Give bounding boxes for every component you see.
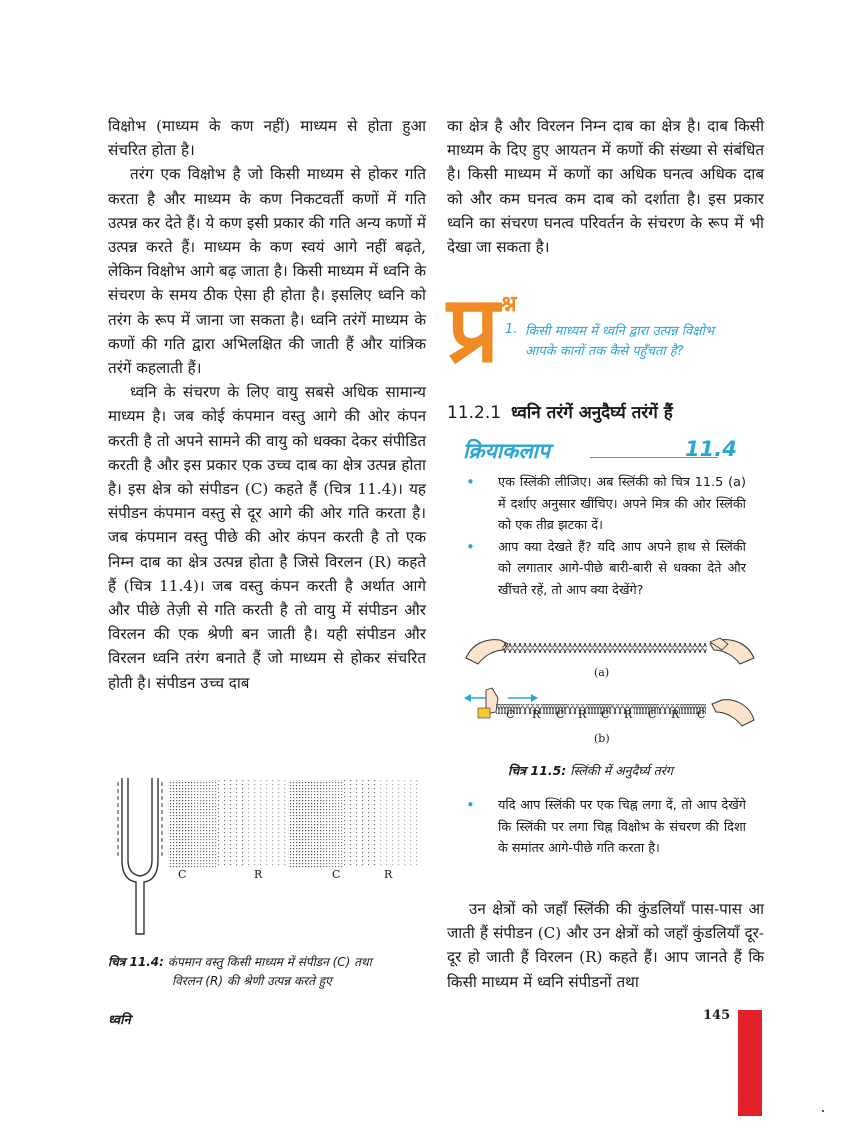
fig4-caption-line-2: विरलन (R) की श्रेणी उत्पन्न करते हुए xyxy=(172,974,332,988)
page-number: 145 xyxy=(703,1008,731,1023)
fig5-cr-1: C xyxy=(506,708,515,721)
fig5-label-a: (a) xyxy=(594,666,610,679)
fig5-cr-4: R xyxy=(578,708,587,721)
section-title: ध्वनि तरंगें अनुदैर्घ्य तरंगें हैं xyxy=(511,403,673,423)
fig4-label-c2: C xyxy=(332,868,341,881)
left-column xyxy=(108,114,426,695)
section-number: 11.2.1 xyxy=(447,403,502,423)
question-glyph: प्र xyxy=(447,276,500,383)
fig5-caption-label: चित्र 11.5: xyxy=(508,763,567,778)
question-line-2: आपके कानों तक कैसे पहुँचता है? xyxy=(525,344,684,359)
fig5-cr-5: C xyxy=(601,708,610,721)
page-edge-tab xyxy=(738,1010,762,1116)
fig4-label-r2: R xyxy=(384,868,393,881)
question-box xyxy=(447,276,767,396)
fig5-label-b: (b) xyxy=(594,732,610,745)
figure-11-5-caption xyxy=(508,762,673,779)
left-paragraph-2: तरंग एक विक्षोभ है जो किसी माध्यम से होकर गति करता है और माध्यम के कण निकटवर्ती कणों में गति उत्पन्न कर देते हैं। ये कण इसी प्रकार की गति अन्य कणों में उत्पन्न करते हैं। माध्यम के कण स्वयं आगे नहीं बढ़ते, लेकिन विक्षोभ आगे बढ़ जाता है। किसी माध्यम में ध्वनि के संचरण के समय ठीक ऐसा ही होता है। इसलिए ध्वनि को तरंग के रूप में जाना जा सकता है। ध्वनि तरंगें माध्यम के कणों की गति द्वारा अभिलक्षित की जाती हैं और यांत्रिक तरंगें कहलाती हैं। xyxy=(108,165,426,378)
right-column-bottom xyxy=(447,897,764,994)
activity-bullet-2: • आप क्या देखते हैं? यदि आप अपने हाथ से स्लिंकी को लगातार आगे-पीछे बारी-बारी से धक्का देते और खींचते रहें, तो आप क्या देखेंगे? xyxy=(466,537,746,602)
fig5-cr-6: R xyxy=(624,708,633,721)
activity-bullets-top xyxy=(466,472,746,601)
activity-title: क्रियाकलाप xyxy=(463,439,550,463)
figure-11-4-caption xyxy=(108,953,426,991)
activity-bullet-3: • यदि आप स्लिंकी पर एक चिह्न लगा दें, तो आप देखेंगे कि स्लिंकी पर लगा चिह्न विक्षोभ के संचरण की दिशा के समांतर आगे-पीछे गति करता है। xyxy=(466,795,746,860)
question-number: 1. xyxy=(505,322,518,337)
fig5-cr-3: C xyxy=(556,708,565,721)
slinky-illustration xyxy=(460,628,760,750)
fig5-cr-2: R xyxy=(532,708,541,721)
fig4-caption-line-1: कंपमान वस्तु किसी माध्यम में संपीडन (C) तथा xyxy=(167,955,372,969)
fig5-cr-8: R xyxy=(671,708,680,721)
figure-11-5 xyxy=(460,628,760,750)
tuning-fork xyxy=(118,778,162,934)
left-paragraph-1: विक्षोभ (माध्यम के कण नहीं) माध्यम से होता हुआ संचरित होता है। xyxy=(108,117,426,160)
footer-chapter-title: ध्वनि xyxy=(108,1013,131,1028)
fig4-label-r1: R xyxy=(254,868,263,881)
right-paragraph-2: उन क्षेत्रों को जहाँ स्लिंकी की कुंडलियाँ पास-पास आ जाती हैं संपीडन (C) और उन क्षेत्रों को जहाँ कुंडलियाँ दूर-दूर हो जाती हैं विरलन (R) कहते हैं। आप जानते हैं कि किसी माध्यम में ध्वनि संपीडनों तथा xyxy=(447,900,764,991)
section-heading xyxy=(447,400,673,423)
question-line-1: किसी माध्यम में ध्वनि द्वारा उत्पन्न विक्षोभ xyxy=(525,324,715,339)
right-column xyxy=(447,114,764,259)
corner-dot xyxy=(822,1110,824,1112)
tuning-fork-illustration xyxy=(110,776,424,936)
question-text xyxy=(505,322,767,362)
fig5-cr-7: C xyxy=(648,708,657,721)
fig4-caption-label: चित्र 11.4: xyxy=(108,955,164,969)
fig4-label-c1: C xyxy=(178,868,187,881)
activity-number: 11.4 xyxy=(685,437,737,461)
activity-bullets-bottom xyxy=(466,795,746,860)
question-heading: श्न xyxy=(501,292,517,317)
activity-bullet-1: • एक स्लिंकी लीजिए। अब स्लिंकी को चित्र 11.5 (a) में दर्शाए अनुसार खींचिए। अपने मित्र की ओर स्लिंकी को एक तीव्र झटका दें। xyxy=(466,472,746,537)
fig5-cr-9: C xyxy=(697,708,706,721)
activity-heading xyxy=(463,437,743,465)
figure-11-4 xyxy=(110,776,424,936)
slinky-a xyxy=(466,638,754,664)
left-paragraph-3: ध्वनि के संचरण के लिए वायु सबसे अधिक सामान्य माध्यम है। जब कोई कंपमान वस्तु आगे की ओर कंपन करती है तो अपने सामने की वायु को धक्का देकर संपीडित करती है और इस प्रकार एक उच्च दाब का क्षेत्र उत्पन्न होता है। इस क्षेत्र को संपीडन (C) कहते हैं (चित्र 11.4)। यह संपीडन कंपमान वस्तु से दूर आगे की ओर गति करता है। जब कंपमान वस्तु पीछे की ओर कंपन करती है तो एक निम्न दाब का क्षेत्र उत्पन्न होता है जिसे विरलन (R) कहते हैं (चित्र 11.4)। जब वस्तु कंपन करती है अर्थात आगे और पीछे तेज़ी से गति करती है तो वायु में संपीडन और विरलन की एक श्रेणी बन जाती है। यही संपीडन और विरलन ध्वनि तरंग बनाते हैं जो माध्यम से होकर संचरित होती है। संपीडन उच्च दाब xyxy=(108,383,426,692)
fig5-caption-text: स्लिंकी में अनुदैर्घ्य तरंग xyxy=(570,763,673,778)
right-paragraph-1: का क्षेत्र है और विरलन निम्न दाब का क्षेत्र है। दाब किसी माध्यम के दिए हुए आयतन में कणों की संख्या से संबंधित है। किसी माध्यम में कणों का अधिक घनत्व अधिक दाब को और कम घनत्व कम दाब को दर्शाता है। इस प्रकार ध्वनि का संचरण घनत्व परिवर्तन के संचरण के रूप में भी देखा जा सकता है। xyxy=(447,117,764,257)
